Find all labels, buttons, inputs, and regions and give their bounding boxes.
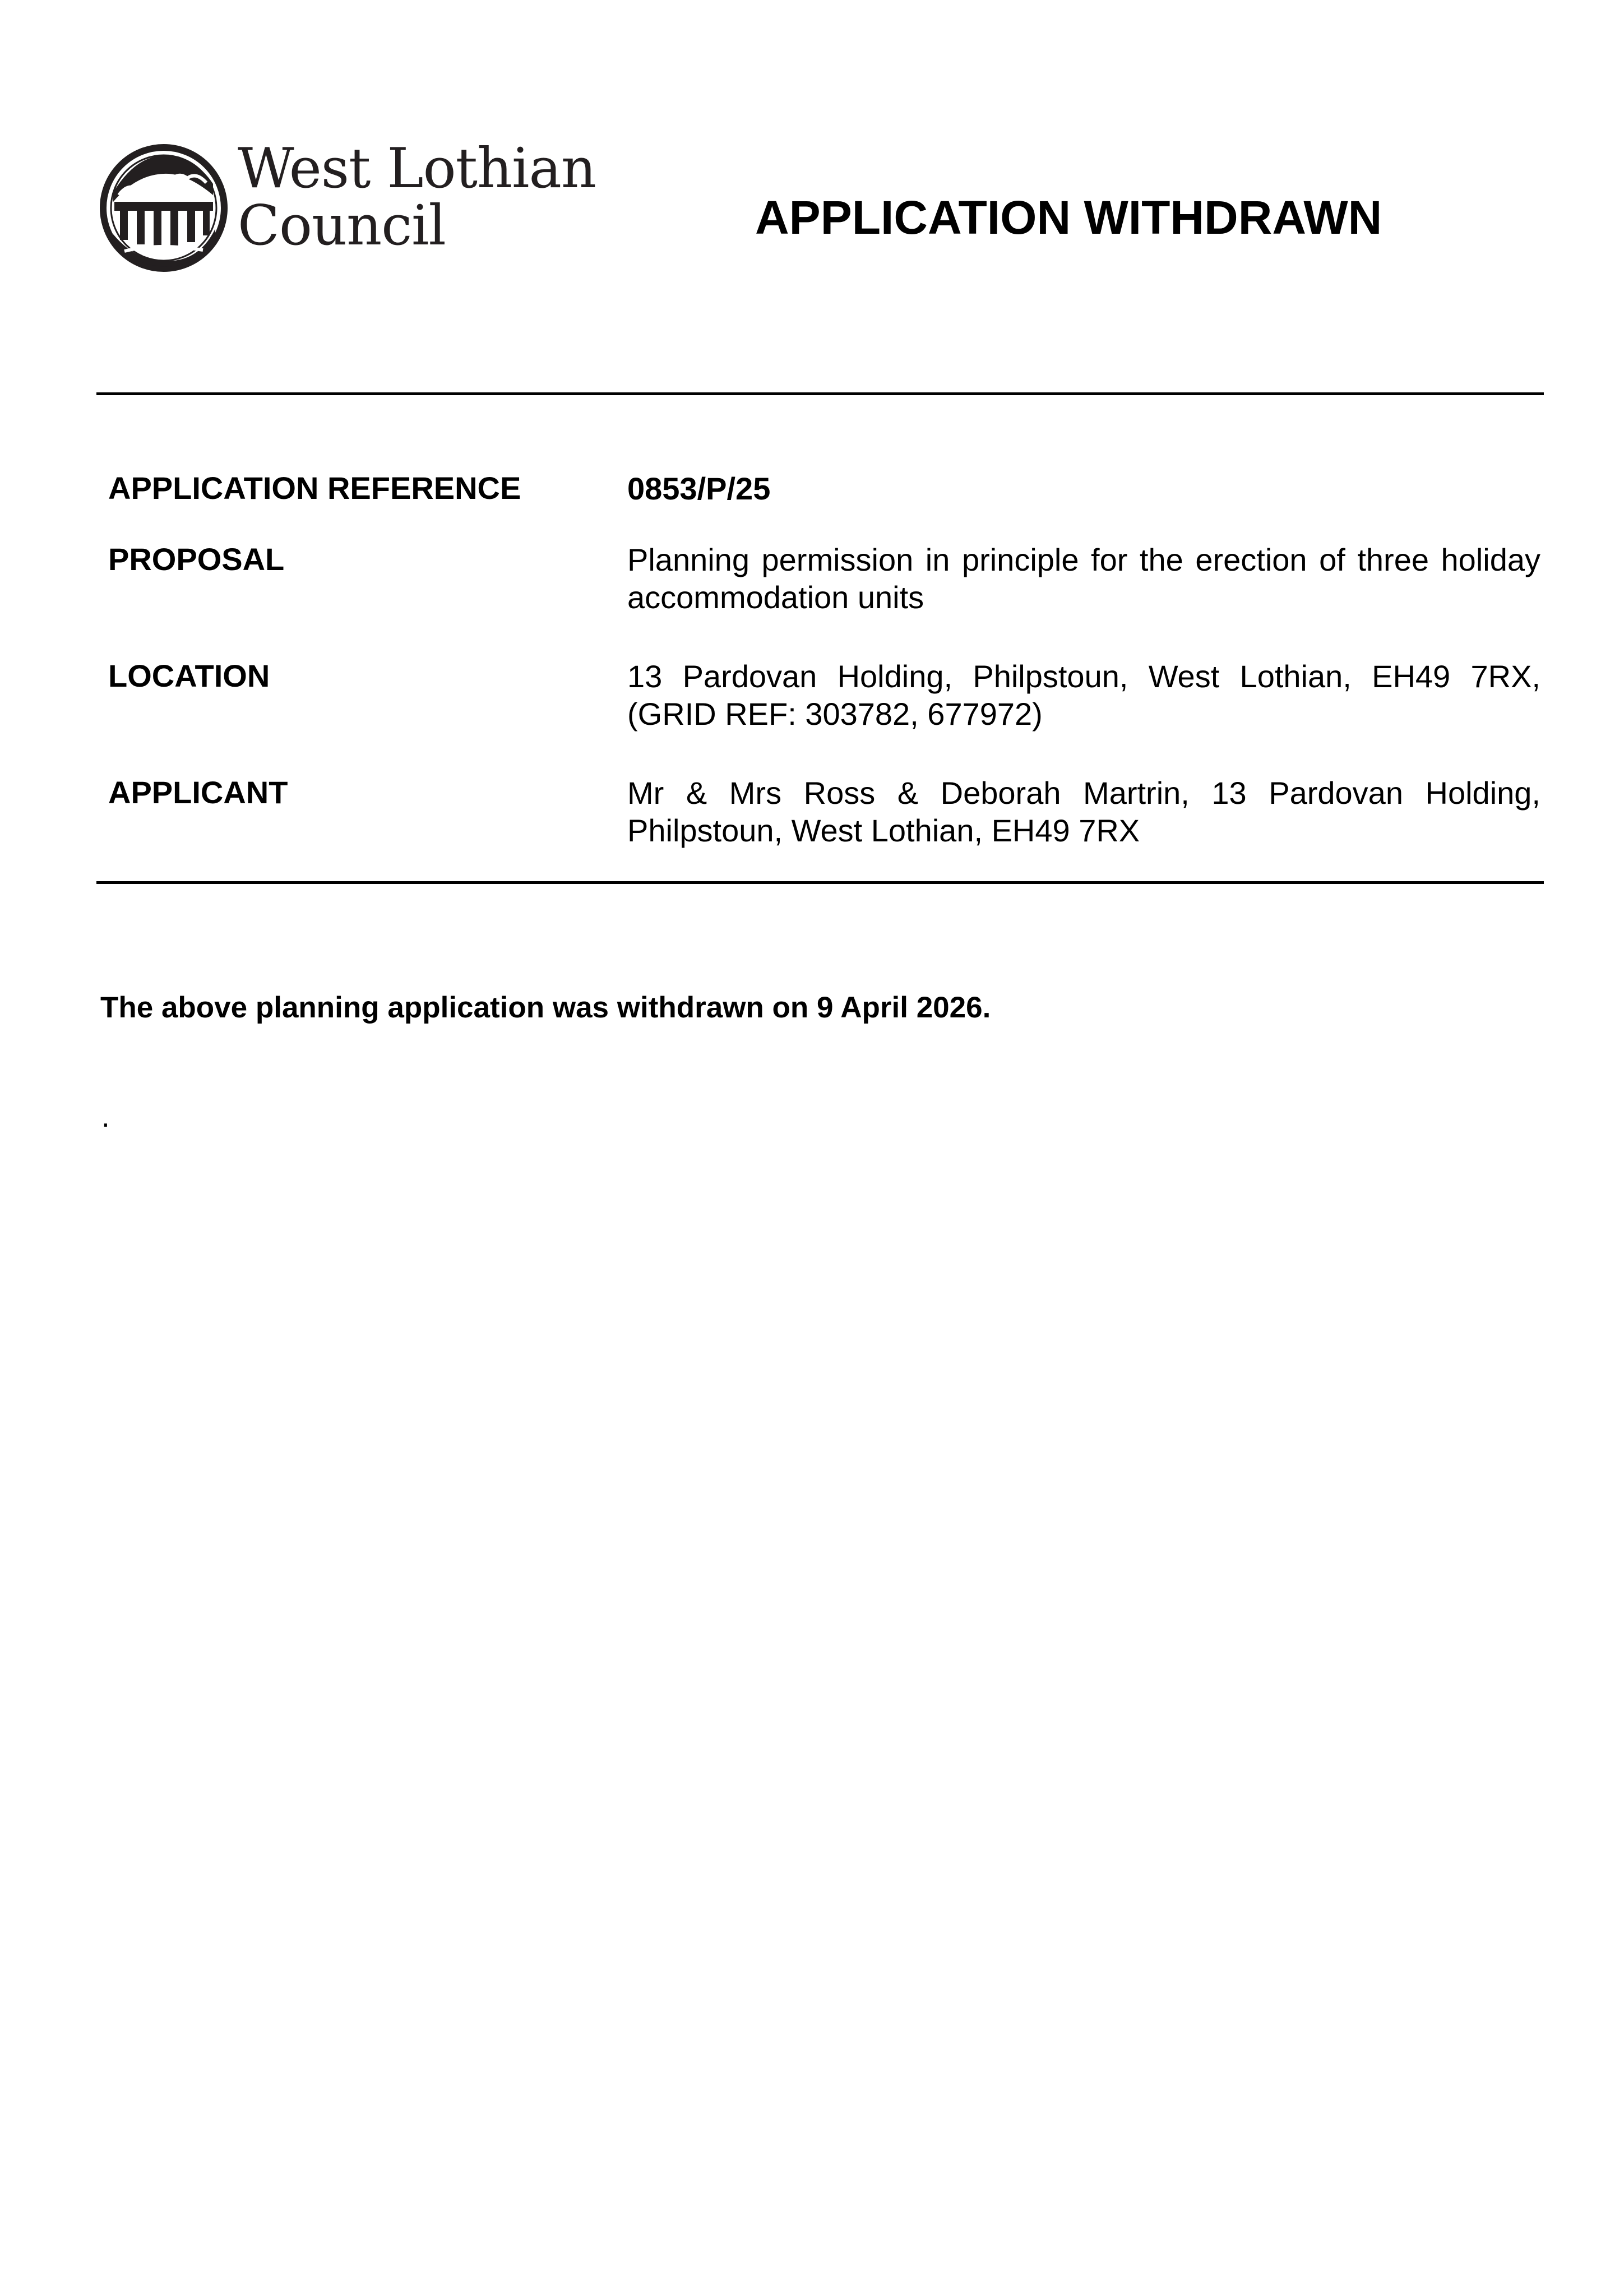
application-details: [108, 470, 1540, 891]
withdrawal-statement: The above planning application was withdrawn on 9 April 2026.: [100, 991, 991, 1024]
applicant-label: APPLICANT: [108, 775, 288, 810]
detail-row-reference: [108, 470, 1540, 507]
bottom-divider: [96, 881, 1544, 884]
detail-row-applicant: [108, 774, 1540, 849]
council-logo: [96, 139, 601, 279]
council-name-line-1: West Lothian: [238, 137, 596, 201]
detail-row-location: [108, 658, 1540, 733]
reference-label: APPLICATION REFERENCE: [108, 470, 521, 506]
location-value: 13 Pardovan Holding, Philpstoun, West Lothian, EH49 7RX, (GRID REF: 303782, 677972): [627, 659, 1540, 732]
proposal-label: PROPOSAL: [108, 541, 285, 577]
council-name: [238, 137, 596, 258]
trailing-mark: .: [101, 1100, 110, 1133]
applicant-value: Mr & Mrs Ross & Deborah Martrin, 13 Pardovan Holding, Philpstoun, West Lothian, EH49 7RX: [627, 775, 1540, 848]
council-name-line-2: Council: [238, 194, 446, 258]
location-label: LOCATION: [108, 658, 270, 693]
reference-value: 0853/P/25: [627, 471, 771, 506]
page-title: APPLICATION WITHDRAWN: [755, 191, 1382, 244]
proposal-value: Planning permission in principle for the erection of three holiday accommodation units: [627, 542, 1540, 615]
top-divider: [96, 392, 1544, 395]
detail-row-proposal: [108, 541, 1540, 616]
